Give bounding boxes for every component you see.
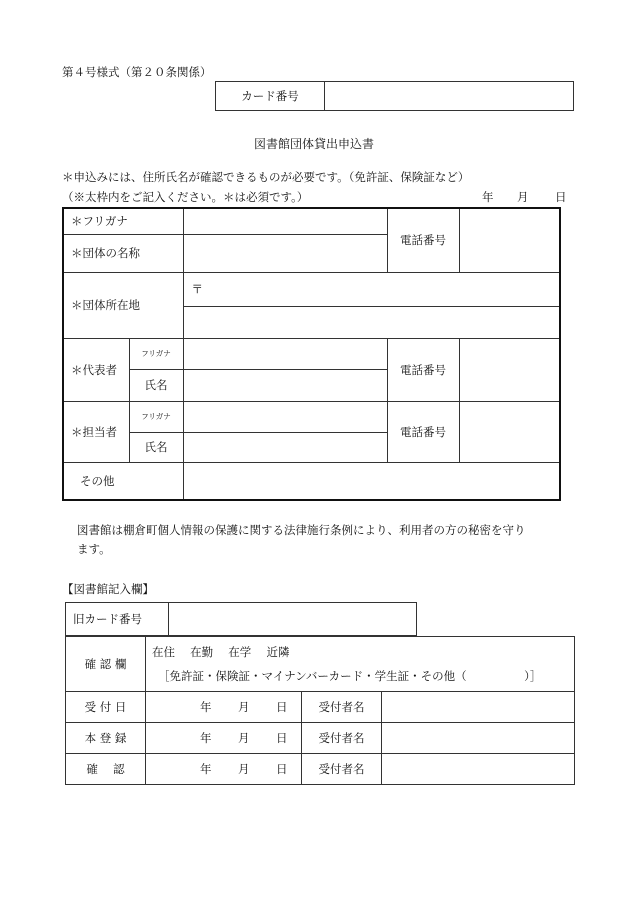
other-label: その他 <box>63 462 183 500</box>
library-section-heading: 【図書館記入欄】 <box>62 582 154 596</box>
id-options: ［免許証・保険証・マイナンバーカード・学生証・その他（ ）］ <box>158 669 542 683</box>
reception-date-field[interactable] <box>146 692 302 723</box>
address-postal-input[interactable] <box>183 272 560 306</box>
group-name-label: ＊団体の名称 <box>63 234 183 272</box>
date-month-label: 月 <box>517 190 529 204</box>
group-phone-label: 電話番号 <box>387 208 459 272</box>
person-phone-input[interactable] <box>459 401 560 462</box>
registration-day-label: 日 <box>276 731 288 745</box>
reception-staff-field[interactable] <box>382 692 575 723</box>
reception-day-label: 日 <box>276 700 288 714</box>
residence-options: 在住 在勤 在学 近隣 <box>152 645 290 659</box>
confirmation-day-label: 日 <box>276 762 288 776</box>
furigana-label: ＊フリガナ <box>63 208 183 234</box>
representative-furigana-input[interactable] <box>183 338 387 369</box>
page-title: 図書館団体貸出申込書 <box>254 137 375 151</box>
confirmation-staff-field[interactable] <box>382 754 575 785</box>
confirmation-label: 確 認 <box>66 754 146 785</box>
registration-staff-field[interactable] <box>382 723 575 754</box>
group-name-input[interactable] <box>183 234 387 272</box>
reception-year-label: 年 <box>200 700 212 714</box>
confirmation-month-label: 月 <box>238 762 250 776</box>
registration-month-label: 月 <box>238 731 250 745</box>
confirmation-year-label: 年 <box>200 762 212 776</box>
other-input[interactable] <box>183 462 560 500</box>
confirmation-date-field[interactable] <box>146 754 302 785</box>
reception-month-label: 月 <box>238 700 250 714</box>
confirmation-staff-label: 受付者名 <box>302 754 382 785</box>
privacy-note-line2: ます。 <box>77 542 111 556</box>
representative-furigana-label: フリガナ <box>129 338 183 369</box>
notice-fill-in: （※太枠内をご記入ください。＊は必須です。） <box>62 190 309 204</box>
date-day-label: 日 <box>555 190 567 204</box>
person-name-input[interactable] <box>183 432 387 462</box>
representative-name-input[interactable] <box>183 369 387 401</box>
registration-staff-label: 受付者名 <box>302 723 382 754</box>
registration-year-label: 年 <box>200 731 212 745</box>
address-label: ＊団体所在地 <box>63 272 183 338</box>
address-input[interactable] <box>183 306 560 338</box>
reception-staff-label: 受付者名 <box>302 692 382 723</box>
card-number-table <box>215 81 574 111</box>
notice-required-id: ＊申込みには、住所氏名が確認できるものが必要です。（免許証、保険証など） <box>62 170 470 184</box>
representative-name-label: 氏名 <box>129 369 183 401</box>
date-year-label: 年 <box>482 190 494 204</box>
person-phone-label: 電話番号 <box>387 401 459 462</box>
confirm-column-label: 確 認 欄 <box>66 637 146 692</box>
card-number-label: カード番号 <box>216 82 325 111</box>
privacy-note-line1: 図書館は棚倉町個人情報の保護に関する法律施行条例により、利用者の方の秘密を守り <box>77 523 526 537</box>
person-name-label: 氏名 <box>129 432 183 462</box>
representative-phone-label: 電話番号 <box>387 338 459 401</box>
confirm-column-cell <box>146 637 575 692</box>
representative-label: ＊代表者 <box>63 338 129 401</box>
person-in-charge-label: ＊担当者 <box>63 401 129 462</box>
group-phone-input[interactable] <box>459 208 560 272</box>
old-card-number-field[interactable] <box>169 603 417 636</box>
old-card-table <box>65 602 417 636</box>
reception-date-label: 受 付 日 <box>66 692 146 723</box>
old-card-number-label: 旧カード番号 <box>66 603 169 636</box>
person-furigana-input[interactable] <box>183 401 387 432</box>
registration-date-field[interactable] <box>146 723 302 754</box>
application-table <box>62 207 561 501</box>
card-number-field[interactable] <box>325 82 574 111</box>
library-table <box>65 636 575 785</box>
furigana-input[interactable] <box>183 208 387 234</box>
representative-phone-input[interactable] <box>459 338 560 401</box>
registration-label: 本 登 録 <box>66 723 146 754</box>
postal-mark: 〒 <box>191 282 203 296</box>
person-furigana-label: フリガナ <box>129 401 183 432</box>
form-number: 第４号様式（第２０条関係） <box>62 65 212 79</box>
